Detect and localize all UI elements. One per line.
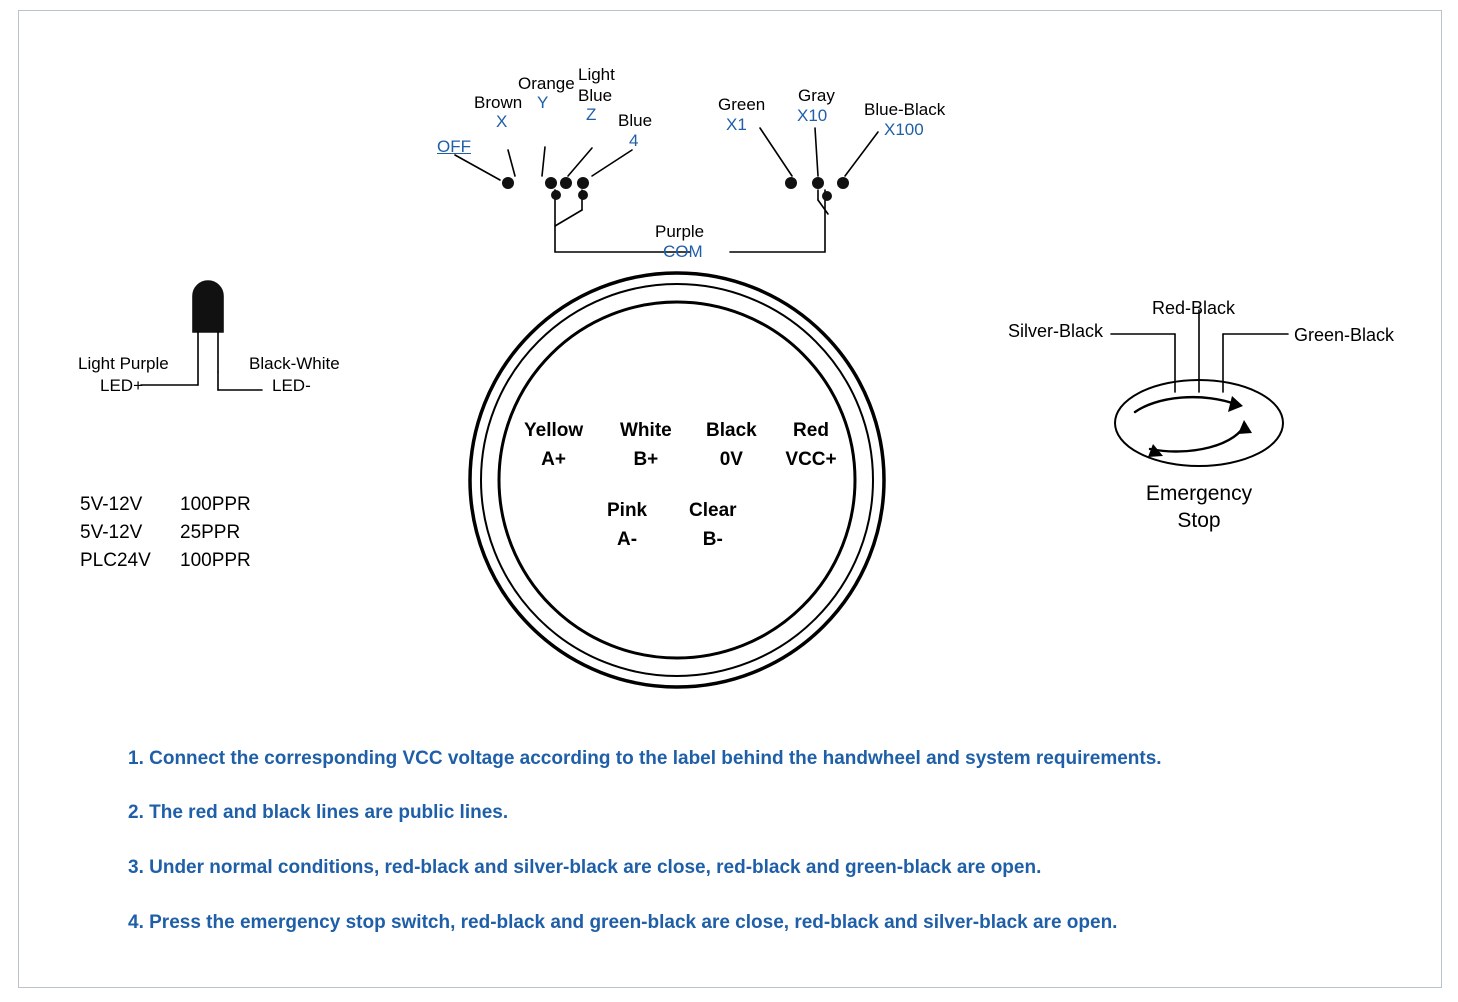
encoder-pin-red (772, 416, 850, 475)
estop-red-black-label: Red-Black (1152, 298, 1236, 318)
estop-green-black-label: Green-Black (1294, 325, 1395, 345)
encoder-pin-white (620, 416, 672, 475)
encoder-pin-black-color: Black (706, 420, 757, 441)
axis-common-signal: COM (663, 242, 703, 261)
estop-caption (1106, 480, 1292, 535)
led-positive-color: Light Purple (78, 354, 169, 373)
encoder-pin-white-color: White (620, 420, 672, 441)
axis-pin-blue-signal: 4 (629, 131, 639, 150)
encoder-pin-red-signal: VCC+ (785, 449, 837, 471)
note-2: 2. The red and black lines are public lines. (128, 802, 509, 823)
axis-pin-lightblue-color: Light Blue (578, 65, 615, 106)
axis-off-label: OFF (437, 137, 471, 156)
axis-pin-brown-color: Brown (474, 93, 523, 112)
encoder-pin-yellow-color: Yellow (524, 420, 584, 441)
encoder-pin-pink-signal: A- (617, 529, 638, 551)
rate-pin-green-color: Green (718, 95, 766, 114)
encoder-pin-clear (689, 496, 737, 555)
spec-voltage-1: 5V-12V (80, 494, 143, 515)
led-positive-signal: LED+ (100, 376, 143, 395)
spec-ppr-2: 25PPR (180, 522, 241, 543)
axis-common-color: Purple (655, 222, 705, 241)
estop-caption-line1: Emergency (1145, 482, 1253, 505)
rate-pin-blueblack-color: Blue-Black (864, 100, 946, 119)
note-1: 1. Connect the corresponding VCC voltage according to the label behind the handwheel and system requirements. (128, 748, 1162, 769)
encoder-pin-white-signal: B+ (633, 449, 659, 471)
axis-pin-brown-signal: X (496, 112, 508, 131)
led-negative-color: Black-White (249, 354, 340, 373)
rate-pin-gray-color: Gray (798, 86, 835, 105)
encoder-pin-pink (607, 496, 647, 555)
encoder-pin-black-signal: 0V (719, 449, 743, 471)
note-4: 4. Press the emergency stop switch, red-black and green-black are close, red-black and silver-black are open. (128, 912, 1118, 933)
led-negative-signal: LED- (272, 376, 311, 395)
spec-row-1 (80, 494, 251, 516)
rate-pin-gray-signal: X10 (797, 106, 828, 125)
rate-pin-blueblack-signal: X100 (884, 120, 924, 139)
axis-pin-orange-signal: Y (537, 93, 549, 112)
rate-pin-green-signal: X1 (726, 115, 747, 134)
spec-voltage-2: 5V-12V (80, 522, 143, 543)
estop-caption-line2: Stop (1177, 509, 1221, 533)
note-3: 3. Under normal conditions, red-black and silver-black are close, red-black and green-black are open. (128, 857, 1042, 878)
encoder-pin-clear-signal: B- (702, 529, 723, 551)
encoder-pin-pink-color: Pink (607, 500, 648, 521)
encoder-pin-clear-color: Clear (689, 500, 737, 521)
spec-ppr-1: 100PPR (180, 494, 251, 515)
encoder-pin-yellow-signal: A+ (541, 449, 566, 471)
spec-ppr-3: 100PPR (180, 550, 251, 571)
axis-pin-blue-color: Blue (618, 111, 653, 130)
encoder-pin-black (706, 416, 757, 475)
axis-pin-lightblue-signal: Z (586, 105, 597, 124)
spec-row-2 (80, 522, 240, 544)
spec-row-3 (80, 550, 251, 572)
axis-pin-orange-color: Orange (518, 74, 575, 93)
estop-silver-black-label: Silver-Black (1008, 321, 1104, 341)
encoder-pin-red-color: Red (793, 420, 829, 441)
spec-voltage-3: PLC24V (80, 550, 151, 571)
encoder-pin-yellow (524, 416, 583, 475)
